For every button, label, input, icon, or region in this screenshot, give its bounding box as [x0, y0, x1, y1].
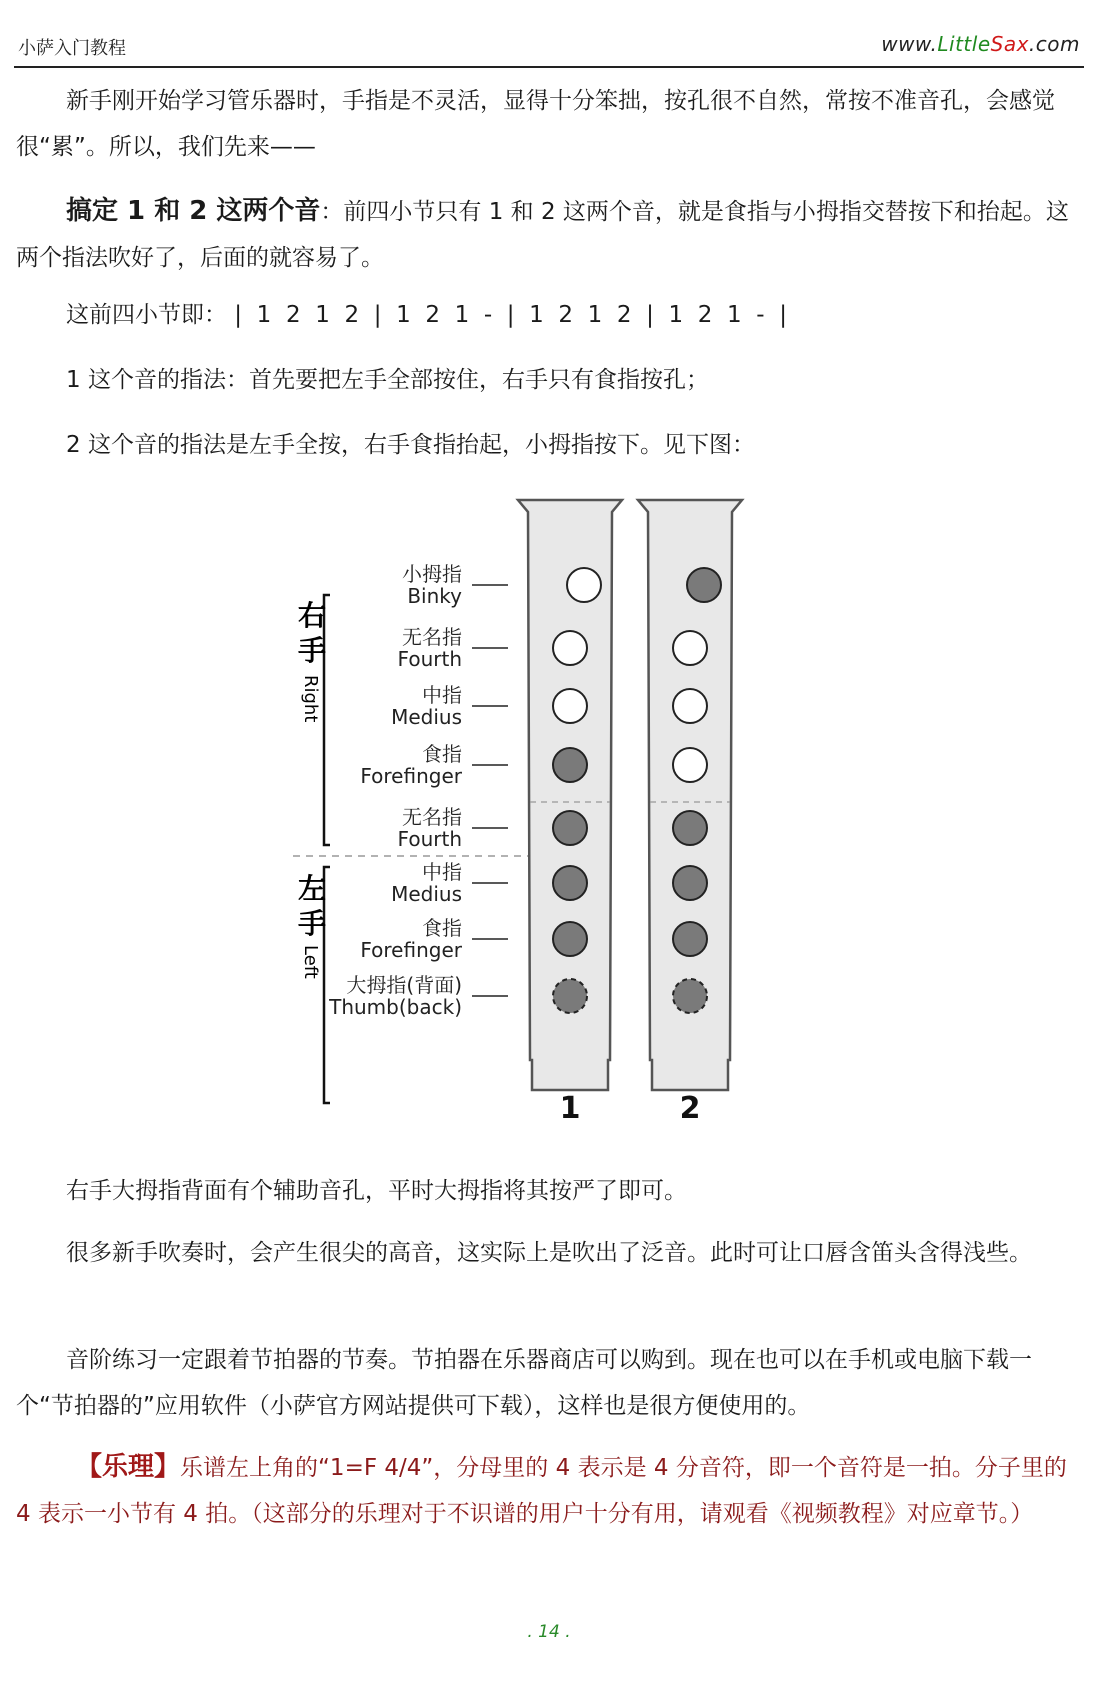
right-hand-label-cn-2: 手: [298, 634, 327, 667]
finger-label-cn: 小拇指: [402, 562, 462, 586]
hole-closed: [553, 748, 587, 782]
section-heading: 搞定 1 和 2 这两个音: [66, 196, 321, 226]
finger-label-en: Fourth: [397, 647, 462, 671]
hole-open: [567, 568, 601, 602]
fingering-diagram: [290, 495, 810, 1185]
hole-closed: [553, 922, 587, 956]
book-title: 小萨入门教程: [18, 38, 126, 59]
finger-label-cn: 无名指: [402, 625, 462, 649]
pipe-note-label: 1: [559, 1091, 581, 1126]
music-theory-tag: 【乐理】: [76, 1452, 181, 1482]
fingering-diagram-svg: [290, 495, 810, 1185]
hole-closed: [673, 866, 707, 900]
page-header: [14, 30, 1084, 68]
notes-1-2-paragraph: [16, 188, 1080, 281]
hole-back-thumb: [553, 979, 587, 1013]
page-number: . 14 .: [527, 1622, 571, 1642]
site-name-green: Little: [937, 32, 991, 56]
site-name-red: Sax: [990, 32, 1029, 56]
thumb-note-paragraph: 右手大拇指背面有个辅助音孔，平时大拇指将其按严了即可。: [66, 1178, 687, 1204]
pipe-2: [638, 500, 742, 1126]
finger-label-cn: 无名指: [402, 805, 462, 829]
intro-paragraph: 新手刚开始学习管乐器时，手指是不灵活，显得十分笨拙，按孔很不自然，常按不准音孔，会感觉很“累”。所以，我们先来——: [16, 88, 1055, 160]
note-1-fingering: 1 这个音的指法：首先要把左手全部按住，右手只有食指按孔；: [66, 367, 709, 393]
finger-label-en: Forefinger: [360, 764, 462, 788]
music-theory-body: 乐谱左上角的“1=F 4/4”，分母里的 4 表示是 4 分音符，即一个音符是一拍。分子里的 4 表示一小节有 4 拍。（这部分的乐理对于不识谱的用户十分有用，请观看《视频教程》对应章节。）: [16, 1455, 1067, 1527]
site-prefix: www.: [881, 32, 938, 56]
hole-open: [553, 631, 587, 665]
website-link[interactable]: [881, 32, 1080, 56]
finger-label-cn: 大拇指(背面): [346, 973, 462, 997]
section-body: ：前四小节只有 1 和 2 这两个音，就是食指与小拇指交替按下和抬起。这两个指法吹好了，后面的就容易了。: [16, 199, 1069, 271]
finger-label-cn: 食指: [422, 916, 462, 940]
finger-label-en: Binky: [407, 584, 462, 608]
pipe-note-label: 2: [679, 1091, 701, 1126]
right-hand-label-cn-1: 右: [298, 599, 327, 632]
music-theory-paragraph: [16, 1444, 1080, 1537]
pipe-1: [518, 500, 622, 1126]
hole-closed: [553, 811, 587, 845]
finger-label-cn: 中指: [422, 860, 462, 884]
finger-label-cn: 食指: [422, 742, 462, 766]
hole-closed: [673, 811, 707, 845]
metronome-paragraph: 音阶练习一定跟着节拍器的节奏。节拍器在乐器商店可以购到。现在也可以在手机或电脑下载一个“节拍器的”应用软件（小萨官方网站提供可下载），这样也是很方便使用的。: [16, 1347, 1032, 1419]
finger-label-en: Fourth: [397, 827, 462, 851]
left-hand-label-en: Left: [300, 945, 321, 979]
hole-closed: [553, 866, 587, 900]
site-suffix: .com: [1028, 32, 1080, 56]
finger-label-en: Thumb(back): [329, 995, 462, 1019]
right-hand-bracket: [324, 595, 330, 845]
right-hand-label-en: Right: [300, 675, 321, 723]
finger-label-cn: 中指: [422, 683, 462, 707]
hole-back-thumb: [673, 979, 707, 1013]
hole-open: [553, 689, 587, 723]
left-hand-label-cn-2: 手: [298, 907, 327, 940]
finger-label-en: Medius: [391, 705, 462, 729]
overtone-paragraph: 很多新手吹奏时，会产生很尖的高音，这实际上是吹出了泛音。此时可让口唇含笛头含得浅些。: [66, 1240, 1032, 1266]
left-hand-label-cn-1: 左: [298, 872, 327, 905]
note-2-fingering: 2 这个音的指法是左手全按，右手食指抬起，小拇指按下。见下图：: [66, 432, 755, 458]
measures-notation: 这前四小节即： | 1 2 1 2 | 1 2 1 - | 1 2 1 2 | 1 2 1 - |: [66, 302, 787, 328]
hole-open: [673, 689, 707, 723]
hole-open: [673, 631, 707, 665]
finger-label-en: Forefinger: [360, 938, 462, 962]
hole-closed: [673, 922, 707, 956]
finger-label-en: Medius: [391, 882, 462, 906]
hole-open: [673, 748, 707, 782]
hole-closed: [687, 568, 721, 602]
